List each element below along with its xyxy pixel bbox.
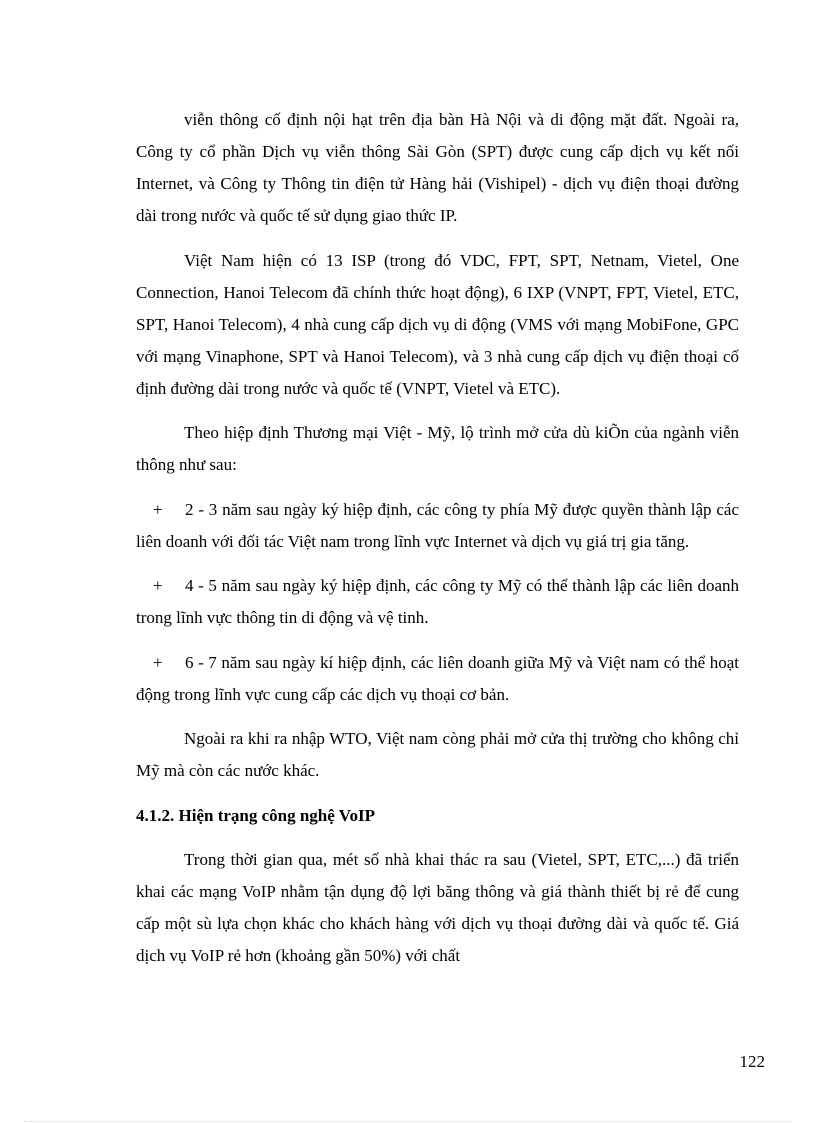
document-body [136, 104, 739, 985]
list-item [136, 494, 739, 558]
paragraph-5: Trong thời gian qua, mét số nhà khai thác ra sau (Vietel, SPT, ETC,...) đã triển khai các mạng VoIP nhằm tận dụng độ lợi băng thông và giá thành thiết bị rẻ để cung cấp một sù lựa chọn khác cho khách hàng với dịch vụ thoại đường dài và quốc tế. Giá dịch vụ VoIP rẻ hơn (khoảng gần 50%) với chất [136, 850, 739, 965]
list-item [136, 647, 739, 711]
bullet-marker: + [153, 576, 163, 595]
paragraph-2: Việt Nam hiện có 13 ISP (trong đó VDC, FPT, SPT, Netnam, Vietel, One Connection, Hanoi Telecom đã chính thức hoạt động), 6 IXP (VNPT, FPT, Vietel, ETC, SPT, Hanoi Telecom), 4 nhà cung cấp dịch vụ di động (VMS với mạng MobiFone, GPC với mạng Vinaphone, SPT và Hanoi Telecom), và 3 nhà cung cấp dịch vụ điện thoại cố định đường dài trong nước và quốc tế (VNPT, Vietel và ETC). [136, 250, 739, 398]
list-item [136, 570, 739, 634]
paragraph-4: Ngoài ra khi ra nhập WTO, Việt nam còng phải mở cửa thị trường cho không chỉ Mỹ mà còn các nước khác. [136, 729, 739, 780]
bullet-text: 6 - 7 năm sau ngày kí hiệp định, các liên doanh giữa Mỹ và Việt nam có thể hoạt động trong lĩnh vực cung cấp các dịch vụ thoại cơ bản. [136, 652, 739, 704]
bullet-marker: + [153, 652, 163, 672]
section-heading: 4.1.2. Hiện trạng công nghệ VoIP [136, 805, 375, 825]
bullet-marker: + [153, 499, 163, 519]
bullet-text: 4 - 5 năm sau ngày ký hiệp định, các công ty Mỹ có thể thành lập các liên doanh trong lĩnh vực thông tin di động và vệ tinh. [136, 576, 739, 627]
bullet-text: 2 - 3 năm sau ngày ký hiệp định, các công ty phía Mỹ được quyền thành lập các liên doanh với đối tác Việt nam trong lĩnh vực Internet và dịch vụ giá trị gia tăng. [136, 499, 739, 551]
paragraph-3: Theo hiệp định Thương mại Việt - Mỹ, lộ trình mở cửa dù kiÕn của ngành viễn thông như sau: [136, 423, 739, 474]
paragraph-1: viễn thông cố định nội hạt trên địa bàn Hà Nội và di động mặt đất. Ngoài ra, Công ty cổ phần Dịch vụ viễn thông Sài Gòn (SPT) được cung cấp dịch vụ kết nối Internet, và Công ty Thông tin điện tử Hàng hải (Vishipel) - dịch vụ điện thoại đường dài trong nước và quốc tế sử dụng giao thức IP. [136, 110, 739, 225]
page-bottom-rule [24, 1121, 792, 1122]
page-number: 122 [739, 1052, 765, 1071]
